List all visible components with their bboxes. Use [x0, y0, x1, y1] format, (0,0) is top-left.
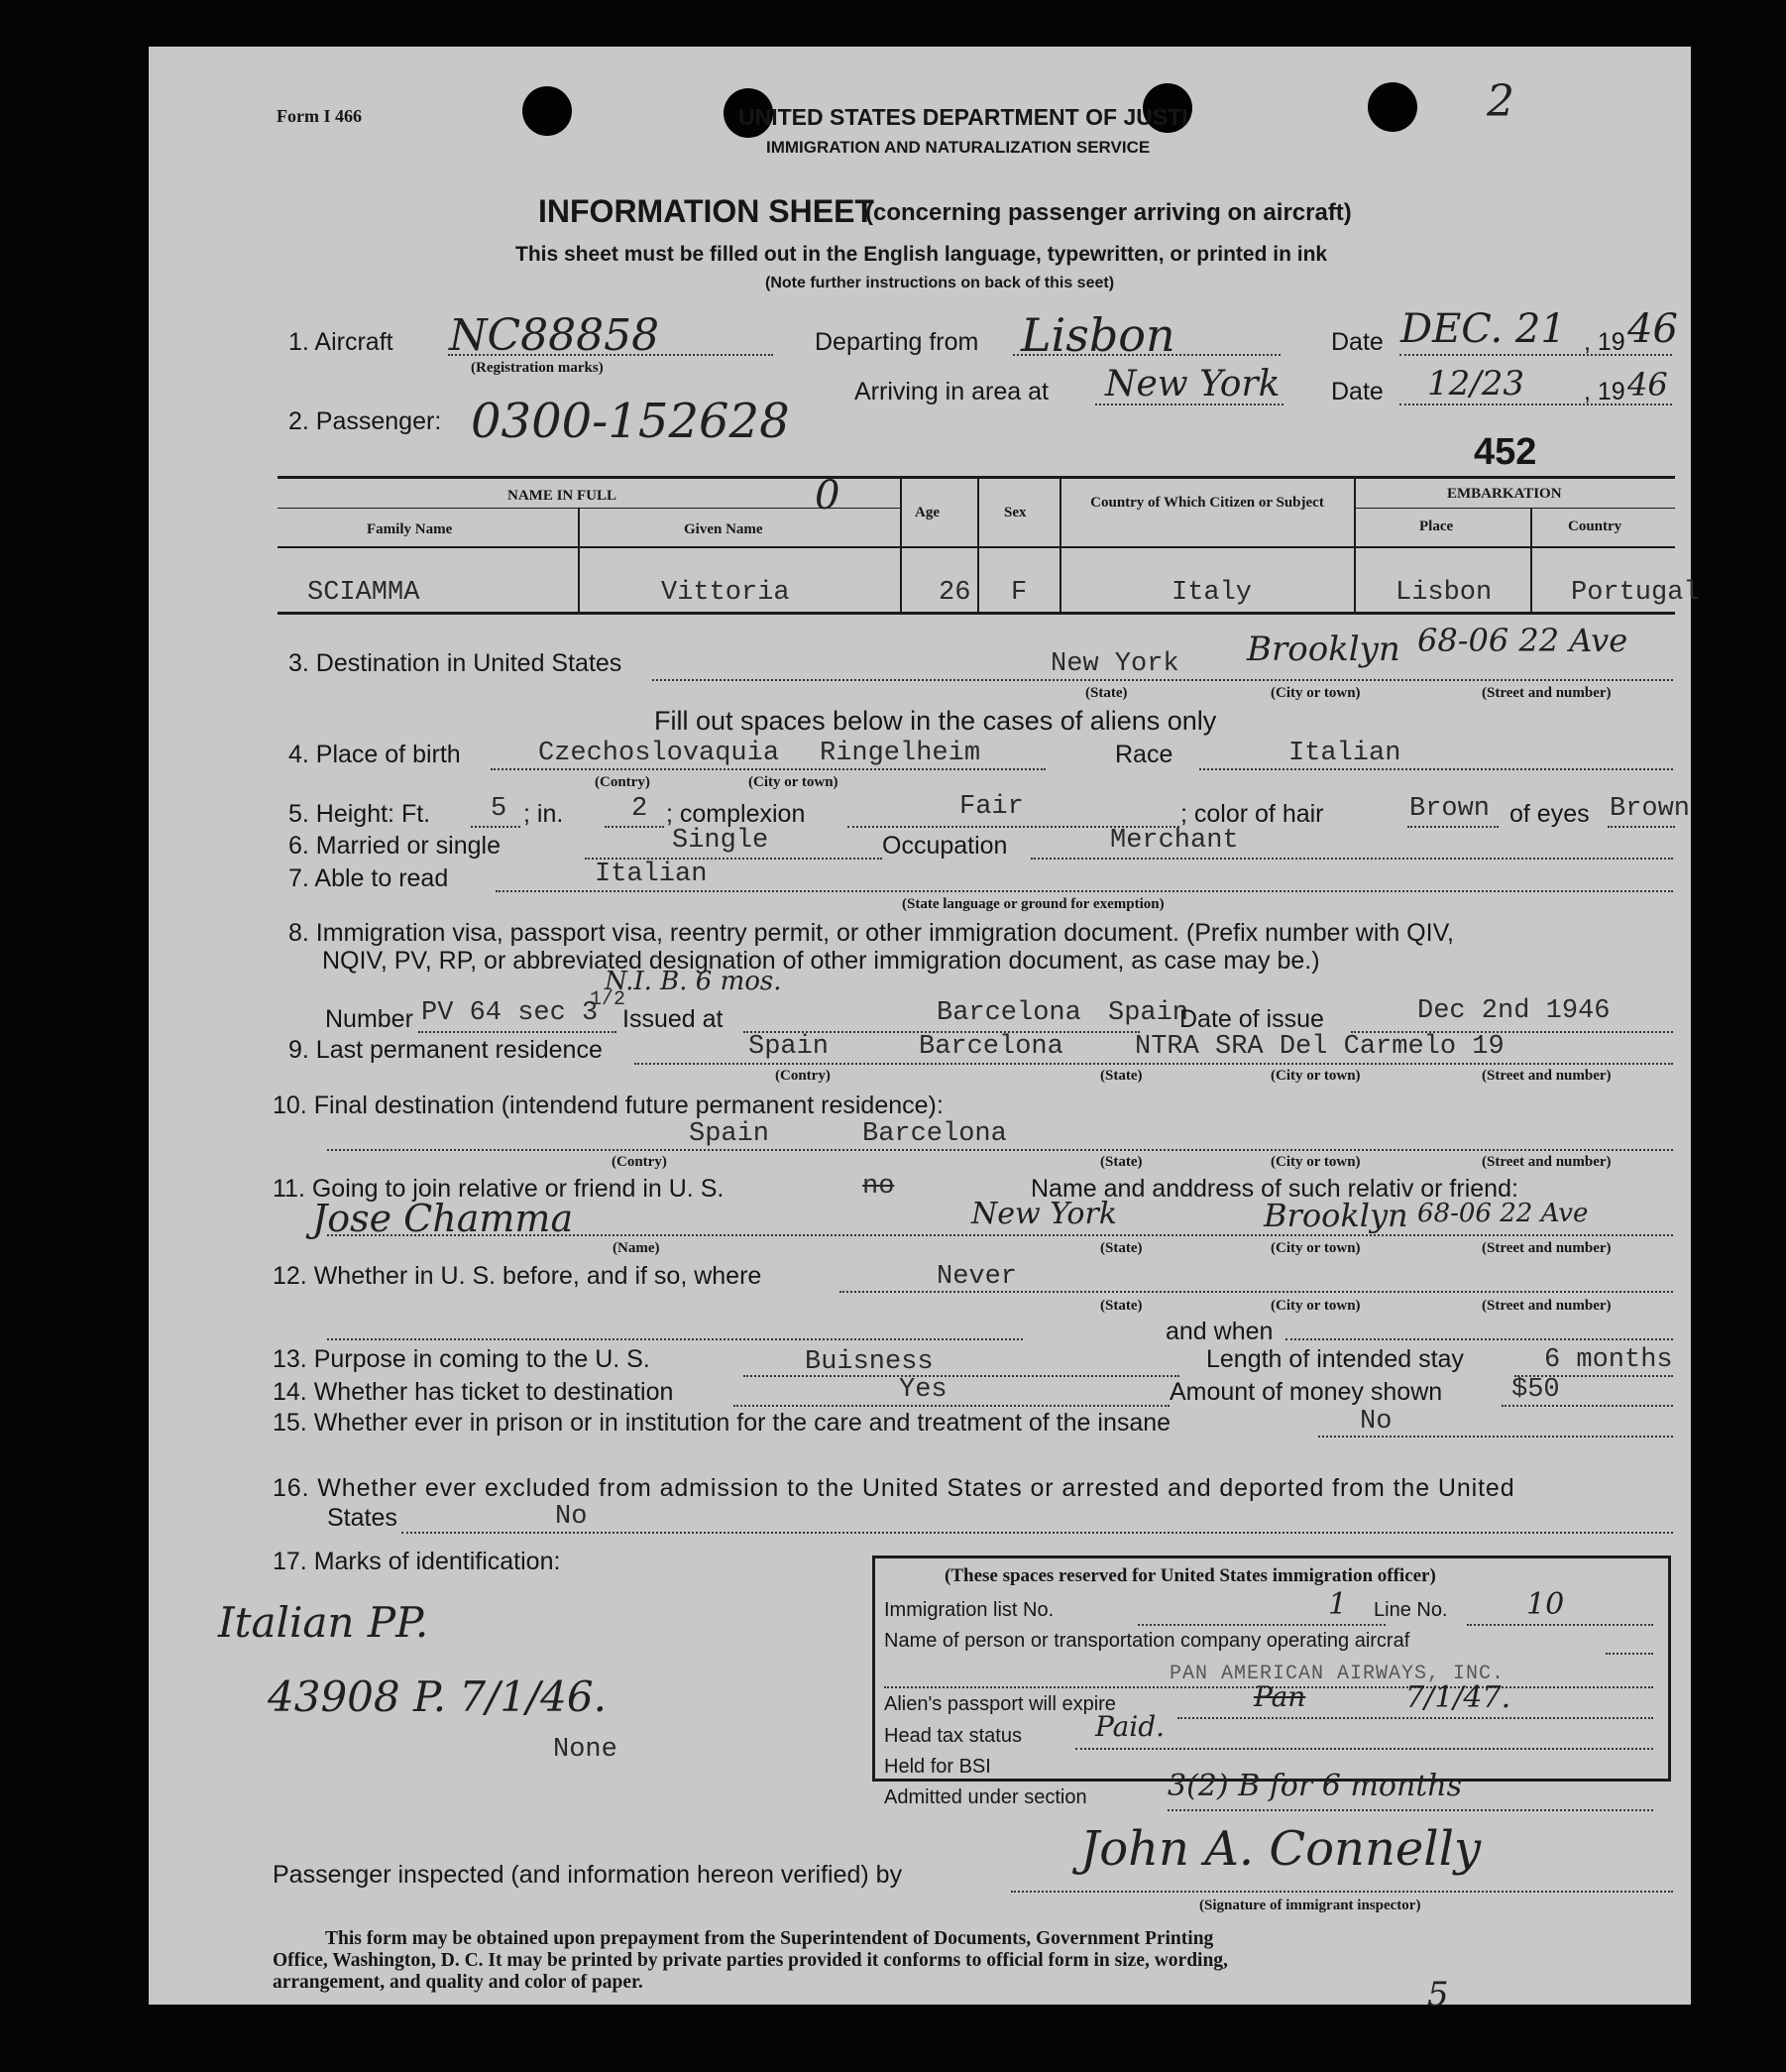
- arriving-date-line: [1399, 403, 1672, 405]
- passport-expire-line: [1177, 1717, 1653, 1719]
- issue-date-label: Date of issue: [1179, 1005, 1324, 1033]
- visa-number: PV 64 sec 3: [421, 998, 599, 1028]
- relative-name: Jose Chamma: [312, 1197, 574, 1240]
- place-header: Place: [1419, 518, 1454, 534]
- punch-hole: [1368, 82, 1417, 132]
- residence-country-caption: (Contry): [775, 1068, 831, 1084]
- prison-line: [1318, 1436, 1673, 1438]
- given-name-header: Given Name: [684, 521, 763, 537]
- when-label: and when: [1166, 1318, 1274, 1345]
- service-title: IMMIGRATION AND NATURALIZATION SERVICE: [766, 138, 1151, 157]
- height-ft-value: 5: [491, 794, 507, 824]
- company-line-end: [1606, 1653, 1653, 1655]
- passport-struck-value: Pan: [1254, 1680, 1306, 1713]
- table-col-divider: [1354, 476, 1356, 612]
- ticket-value: Yes: [899, 1375, 948, 1405]
- given-name-value: Vittoria: [661, 578, 790, 608]
- issued-label: Issued at: [622, 1005, 724, 1033]
- complexion-value: Fair: [959, 792, 1024, 822]
- footer-text-3: arrangement, and quality and color of paper.: [273, 1972, 643, 1993]
- marks-handwritten-1: Italian PP.: [218, 1598, 429, 1647]
- admitted-section-line: [1168, 1809, 1653, 1811]
- officer-box-title: (These spaces reserved for United States immigration officer): [945, 1565, 1436, 1586]
- stay-value: 6 months: [1544, 1345, 1673, 1375]
- join-struck-value: no: [862, 1172, 895, 1202]
- aircraft-label: 1. Aircraft: [288, 328, 393, 356]
- excluded-label-1: 16. Whether ever excluded from admission to the United States or arrested and deported from the United: [273, 1474, 1515, 1502]
- before-where-line: [327, 1338, 1023, 1340]
- join-label: 11. Going to join relative or friend in U. S.: [273, 1175, 725, 1203]
- purpose-line: [743, 1375, 1179, 1377]
- before-line: [839, 1291, 1673, 1293]
- age-header: Age: [915, 505, 940, 520]
- read-line: [496, 890, 1673, 892]
- embarkation-header: EMBARKATION: [1447, 486, 1562, 502]
- departing-line: [1013, 354, 1281, 356]
- aircraft-line: [448, 354, 773, 356]
- arriving-year-prefix: , 19: [1584, 378, 1625, 405]
- hair-line: [1407, 826, 1499, 828]
- residence-city-caption: (City or town): [1271, 1068, 1361, 1084]
- line-no-line: [1467, 1624, 1653, 1626]
- join-line: [327, 1234, 1673, 1236]
- married-value: Single: [672, 826, 769, 856]
- final-state-caption: (State): [1100, 1154, 1143, 1170]
- birth-city-caption: (City or town): [748, 774, 838, 790]
- admitted-section-label: Admitted under section: [884, 1786, 1087, 1808]
- final-country: Spain: [689, 1119, 770, 1149]
- corner-handwritten-mark: 2: [1487, 76, 1514, 127]
- page-handwritten-mark: 5: [1427, 1975, 1449, 2014]
- passenger-number: 0300-152628: [471, 394, 790, 449]
- when-line: [1285, 1338, 1673, 1340]
- list-no-label: Immigration list No.: [884, 1599, 1055, 1621]
- form-title: INFORMATION SHEET: [538, 193, 874, 229]
- line-no-label: Line No.: [1374, 1599, 1448, 1621]
- ticket-label: 14. Whether has ticket to destination: [273, 1378, 674, 1406]
- marks-value: None: [553, 1735, 617, 1765]
- height-ft-line: [471, 826, 520, 828]
- read-caption: (State language or ground for exemption): [902, 896, 1165, 912]
- prison-label: 15. Whether ever in prison or in institution for the care and treatment of the insane: [273, 1409, 1172, 1437]
- final-state: Barcelona: [862, 1119, 1007, 1149]
- eyes-label: of eyes: [1509, 800, 1590, 828]
- registration-caption: (Registration marks): [471, 360, 604, 376]
- occupation-value: Merchant: [1110, 826, 1239, 856]
- marks-handwritten-2: 43908 P. 7/1/46.: [268, 1672, 607, 1721]
- table-handwritten-mark: 0: [815, 473, 840, 518]
- instruction-line: This sheet must be filled out in the English language, typewritten, or printed in ink: [515, 243, 1328, 266]
- street-caption: (Street and number): [1482, 685, 1612, 701]
- line-no-value: 10: [1526, 1587, 1565, 1622]
- purpose-value: Buisness: [805, 1347, 934, 1377]
- departing-date-line: [1399, 354, 1672, 356]
- relative-state-caption: (State): [1100, 1240, 1143, 1256]
- hair-value: Brown: [1409, 794, 1491, 824]
- state-caption: (State): [1085, 685, 1128, 701]
- embarkation-country-value: Portugal: [1571, 578, 1700, 608]
- instruction-note: (Note further instructions on back of this seet): [765, 275, 1115, 291]
- inspector-signature: John A. Connelly: [1080, 1821, 1482, 1877]
- arriving-label: Arriving in area at: [854, 378, 1049, 405]
- departing-year-prefix: , 19: [1584, 328, 1625, 356]
- company-label: Name of person or transportation company operating aircraf: [884, 1630, 1410, 1652]
- before-city-caption: (City or town): [1271, 1298, 1361, 1314]
- table-bottom-border: [278, 612, 1675, 615]
- relative-city: Brooklyn: [1264, 1197, 1408, 1234]
- birth-label: 4. Place of birth: [288, 741, 461, 768]
- aliens-only-notice: Fill out spaces below in the cases of aliens only: [654, 706, 1217, 736]
- passport-expire-date: 7/1/47.: [1405, 1680, 1511, 1715]
- table-top-border: [278, 476, 1675, 479]
- before-label: 12. Whether in U. S. before, and if so, where: [273, 1262, 762, 1290]
- birth-line: [491, 768, 1046, 770]
- visa-annotation: N.I. B. 6 mos.: [605, 967, 782, 996]
- residence-state: Barcelona: [919, 1032, 1063, 1062]
- table-col-divider: [977, 476, 979, 612]
- head-tax-value: Paid.: [1095, 1710, 1166, 1743]
- table-col-divider: [1530, 509, 1532, 612]
- destination-state: New York: [1051, 649, 1179, 679]
- arriving-year: 46: [1627, 366, 1668, 403]
- list-no-value: 1: [1328, 1587, 1348, 1622]
- name-subheader-line: [278, 508, 900, 509]
- table-header-divider: [278, 546, 1675, 548]
- residence-street-caption: (Street and number): [1482, 1068, 1612, 1084]
- final-destination-label: 10. Final destination (intendend future permanent residence):: [273, 1092, 944, 1119]
- relative-state: New York: [971, 1197, 1117, 1231]
- departing-label: Departing from: [815, 328, 979, 356]
- departing-date-label: Date: [1331, 328, 1384, 356]
- height-in-label: ; in.: [523, 800, 564, 828]
- excluded-label-2: States: [327, 1504, 397, 1532]
- birth-country: Czechoslovaquia: [538, 739, 780, 768]
- complexion-label: ; complexion: [666, 800, 806, 828]
- table-col-divider: [578, 509, 580, 612]
- embarkation-country-header: Country: [1568, 518, 1622, 534]
- before-value: Never: [937, 1262, 1018, 1292]
- residence-city: NTRA SRA Del Carmelo 19: [1135, 1032, 1505, 1062]
- relative-name-caption: (Name): [613, 1240, 660, 1256]
- residence-state-caption: (State): [1100, 1068, 1143, 1084]
- final-country-caption: (Contry): [612, 1154, 667, 1170]
- visa-label-2: NQIV, PV, RP, or abbreviated designation of other immigration document, as case may be.): [322, 947, 1320, 975]
- relative-street: 68-06 22 Ave: [1417, 1199, 1589, 1228]
- final-city-caption: (City or town): [1271, 1154, 1361, 1170]
- footer-text-2: Office, Washington, D. C. It may be printed by private parties provided it conforms to official form in size, wording,: [273, 1950, 1228, 1971]
- embarkation-place-value: Lisbon: [1395, 578, 1493, 608]
- admitted-section-value: 3(2) B for 6 months: [1168, 1769, 1462, 1803]
- prison-value: No: [1360, 1407, 1393, 1437]
- company-value: PAN AMERICAN AIRWAYS, INC.: [1170, 1663, 1506, 1685]
- relative-street-caption: (Street and number): [1482, 1240, 1612, 1256]
- before-street-caption: (Street and number): [1482, 1298, 1612, 1314]
- departing-date: DEC. 21: [1400, 306, 1566, 352]
- arriving-date: 12/23: [1427, 364, 1524, 403]
- sex-value: F: [1011, 578, 1028, 608]
- departing-value: Lisbon: [1021, 308, 1175, 362]
- marks-label: 17. Marks of identification:: [273, 1548, 561, 1575]
- visa-number-line: [418, 1031, 616, 1033]
- birth-country-caption: (Contry): [595, 774, 650, 790]
- final-street-caption: (Street and number): [1482, 1154, 1612, 1170]
- excluded-line: [401, 1532, 1673, 1534]
- race-value: Italian: [1288, 739, 1401, 768]
- sex-header: Sex: [1004, 505, 1027, 520]
- height-label: 5. Height: Ft.: [288, 800, 431, 828]
- departing-year: 46: [1627, 306, 1678, 352]
- eyes-value: Brown: [1610, 794, 1691, 824]
- destination-street: 68-06 22 Ave: [1417, 622, 1628, 659]
- citizen-country-header: Country of Which Citizen or Subject: [1090, 495, 1324, 511]
- final-destination-line: [327, 1149, 1673, 1151]
- residence-country: Spain: [748, 1032, 830, 1062]
- excluded-value: No: [555, 1502, 588, 1532]
- race-label: Race: [1115, 741, 1173, 768]
- hair-label: ; color of hair: [1180, 800, 1324, 828]
- form-number: Form I 466: [277, 106, 362, 126]
- list-no-line: [1138, 1624, 1386, 1626]
- destination-city: Brooklyn: [1247, 630, 1400, 669]
- head-tax-label: Head tax status: [884, 1725, 1022, 1747]
- table-col-divider: [1060, 476, 1061, 612]
- occupation-label: Occupation: [882, 832, 1008, 860]
- read-value: Italian: [595, 860, 708, 889]
- city-caption: (City or town): [1271, 685, 1361, 701]
- embarkation-subheader-line: [1354, 508, 1675, 509]
- married-label: 6. Married or single: [288, 832, 501, 860]
- height-in-value: 2: [631, 794, 648, 824]
- footer-text-1: This form may be obtained upon prepayment from the Superintendent of Documents, Government Printing: [325, 1928, 1214, 1949]
- visa-number-label: Number: [325, 1005, 413, 1033]
- arriving-date-label: Date: [1331, 378, 1384, 405]
- before-state-caption: (State): [1100, 1298, 1143, 1314]
- stamp-number: 452: [1474, 431, 1537, 473]
- arriving-line: [1095, 403, 1284, 405]
- signature-line: [1011, 1891, 1673, 1893]
- aircraft-value: NC88858: [449, 310, 660, 361]
- department-title: UNITED STATES DEPARTMENT OF JUSTI: [738, 104, 1188, 130]
- money-value: $50: [1511, 1375, 1560, 1405]
- relative-city-caption: (City or town): [1271, 1240, 1361, 1256]
- race-line: [1199, 768, 1673, 770]
- family-name-value: SCIAMMA: [307, 578, 420, 608]
- residence-label: 9. Last permanent residence: [288, 1036, 603, 1064]
- passport-expire-label: Alien's passport will expire: [884, 1693, 1116, 1715]
- birth-city: Ringelheim: [820, 739, 981, 768]
- residence-line: [634, 1063, 1673, 1065]
- punch-hole: [522, 86, 572, 136]
- issue-date-value: Dec 2nd 1946: [1417, 996, 1611, 1026]
- bsi-label: Held for BSI: [884, 1756, 991, 1778]
- passenger-label: 2. Passenger:: [288, 407, 442, 435]
- purpose-label: 13. Purpose in coming to the U. S.: [273, 1345, 650, 1373]
- arriving-value: New York: [1105, 364, 1281, 404]
- age-value: 26: [939, 578, 971, 608]
- occupation-line: [1031, 858, 1673, 860]
- name-in-full-header: NAME IN FULL: [507, 488, 617, 504]
- signature-caption: (Signature of immigrant inspector): [1199, 1898, 1421, 1913]
- citizen-value: Italy: [1172, 578, 1253, 608]
- ticket-line: [733, 1405, 1170, 1407]
- form-subtitle: (concerning passenger arriving on aircraft): [865, 199, 1352, 226]
- visa-fraction: 1/2: [590, 988, 626, 1011]
- table-col-divider: [900, 476, 902, 612]
- visa-label-1: 8. Immigration visa, passport visa, reentry permit, or other immigration document. (Prefix number with QIV,: [288, 919, 1454, 947]
- stay-label: Length of intended stay: [1206, 1345, 1464, 1373]
- money-label: Amount of money shown: [1170, 1378, 1443, 1406]
- issued-at-value: Barcelona: [937, 998, 1081, 1028]
- read-label: 7. Able to read: [288, 864, 449, 892]
- destination-label: 3. Destination in United States: [288, 649, 622, 677]
- relative-name-label: Name and anddress of such relativ or friend:: [1031, 1175, 1518, 1203]
- height-in-line: [605, 826, 664, 828]
- money-line: [1502, 1405, 1673, 1407]
- family-name-header: Family Name: [367, 521, 453, 537]
- destination-line: [652, 679, 1673, 681]
- head-tax-line: [1075, 1748, 1653, 1750]
- information-sheet-document: [149, 47, 1700, 2014]
- inspection-label: Passenger inspected (and information hereon verified) by: [273, 1861, 903, 1889]
- issued-country-value: Spain: [1108, 998, 1189, 1028]
- eyes-line: [1608, 826, 1675, 828]
